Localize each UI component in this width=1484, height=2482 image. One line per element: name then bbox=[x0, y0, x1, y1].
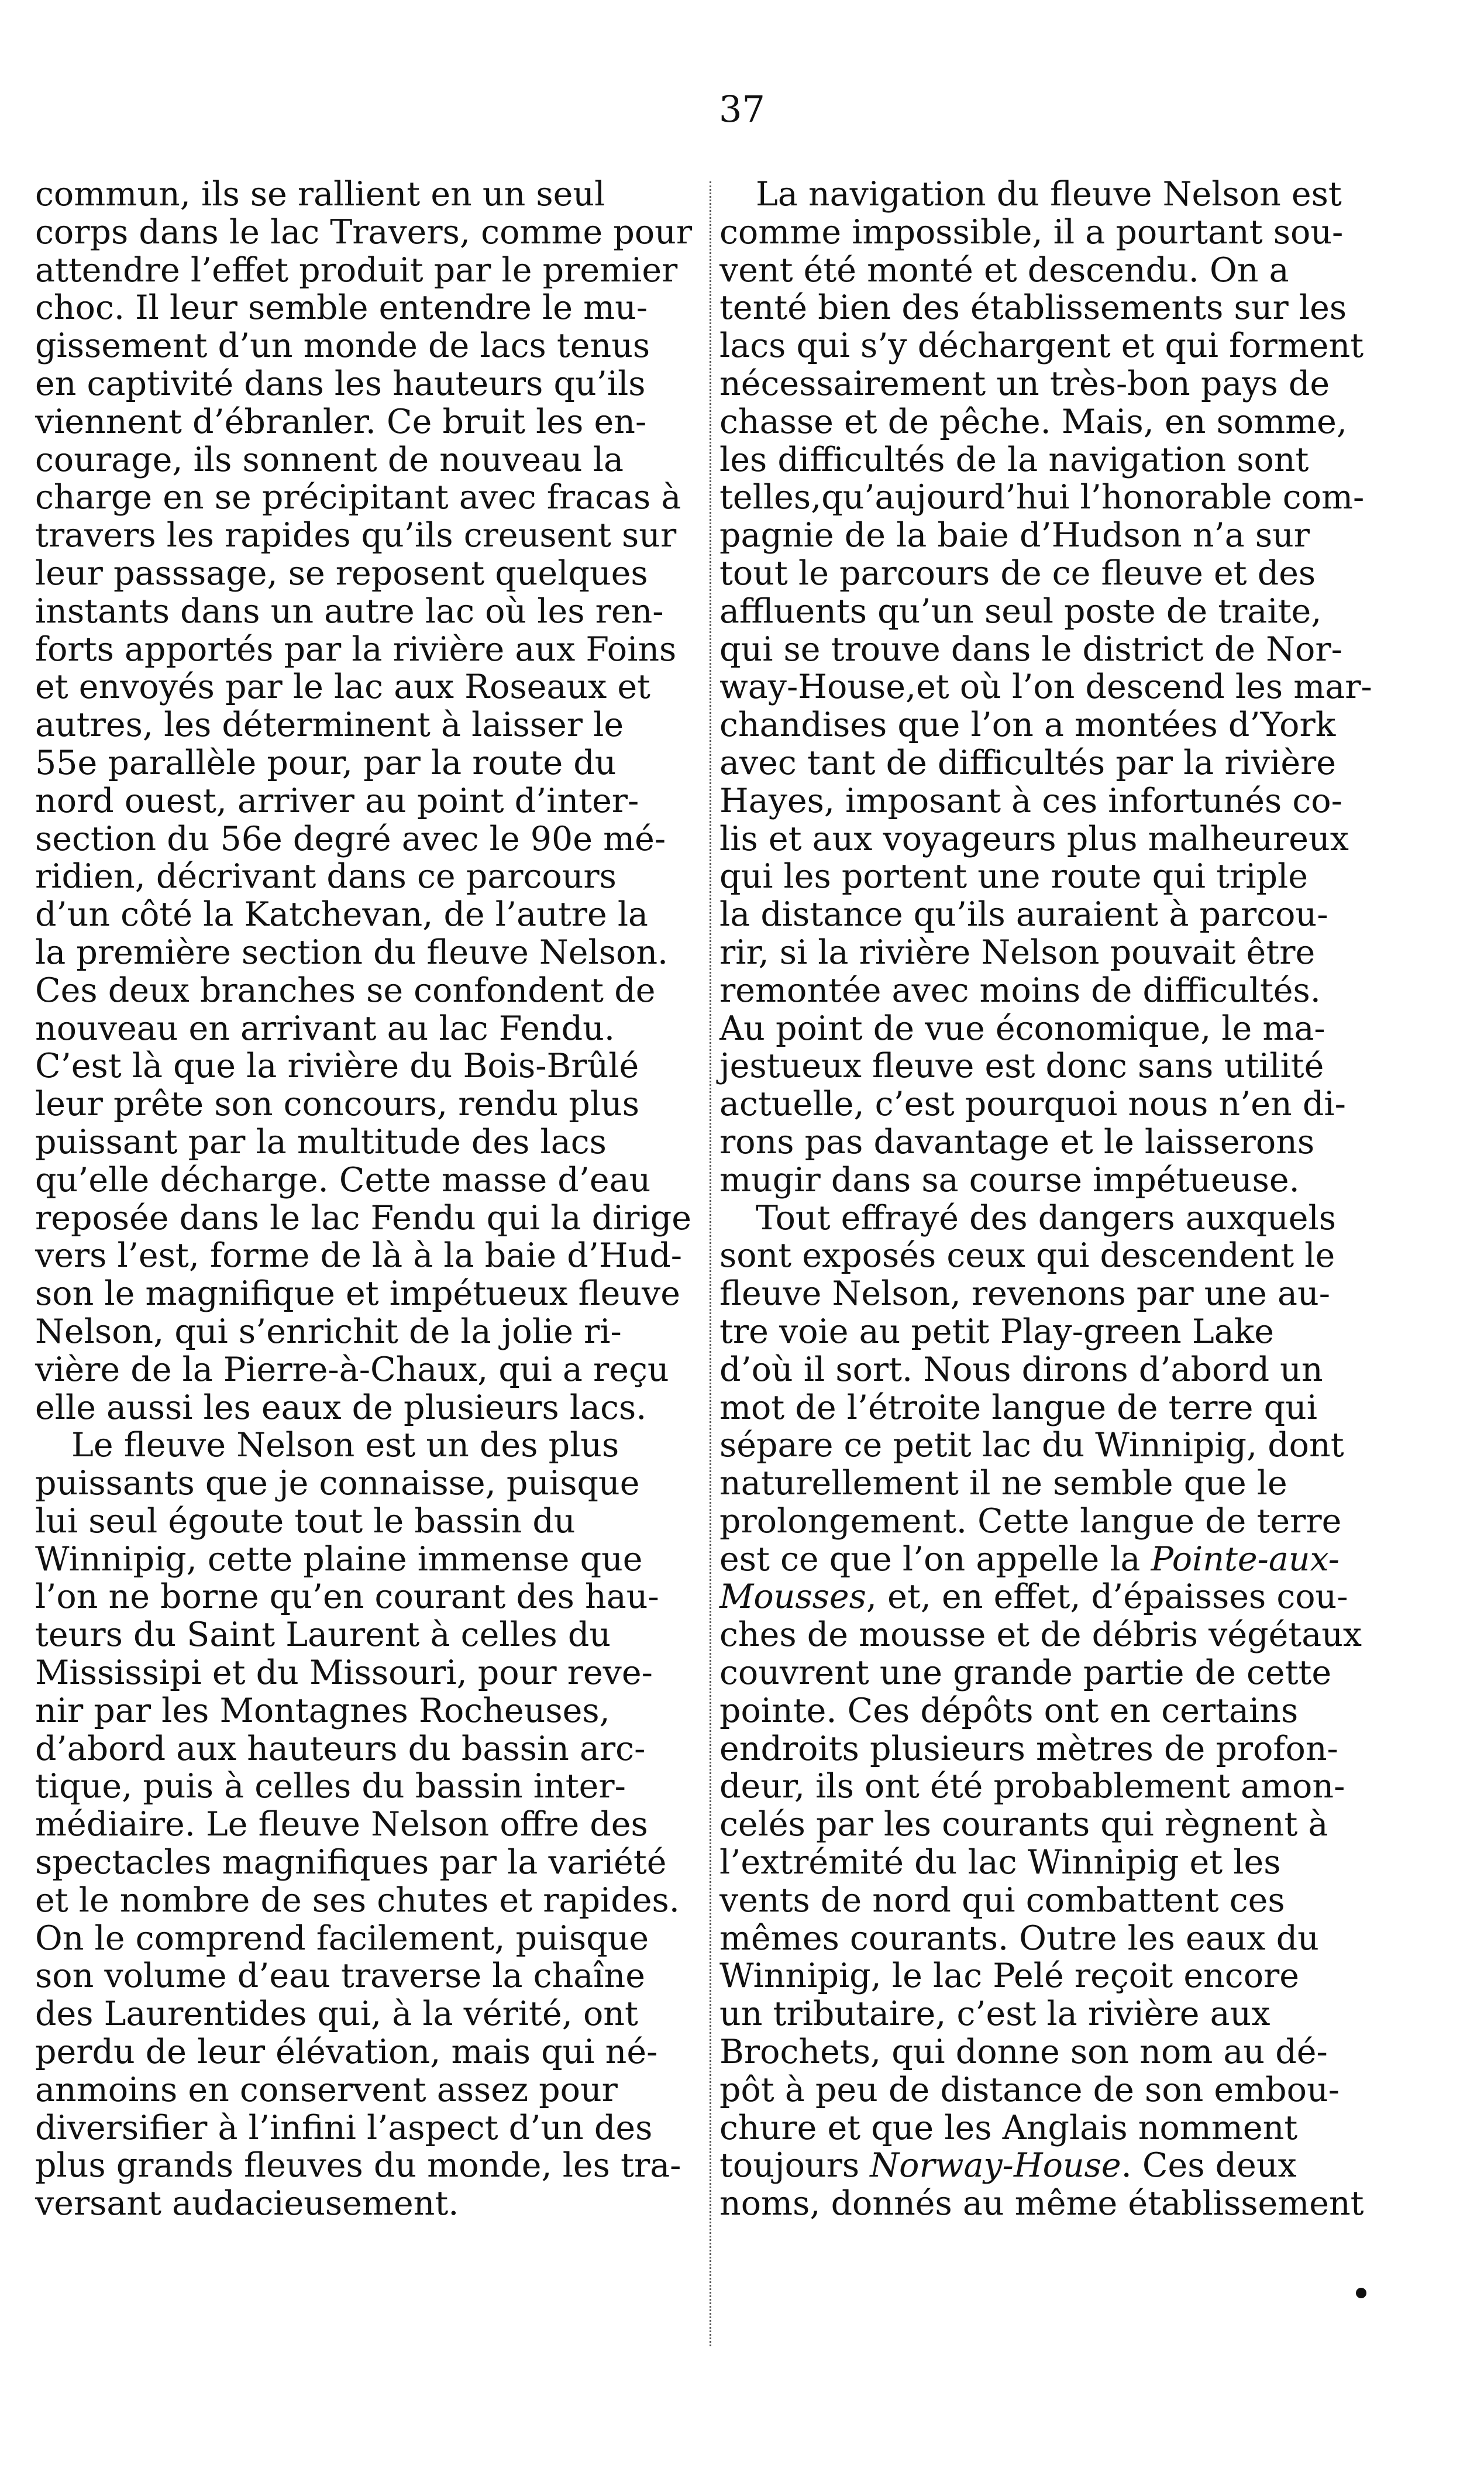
left-paragraph-1: commun, ils se rallient en un seul corps dans le lac Travers, comme pour attendre l’effet produit par le premier choc. Il leur semble entendre le mu- gissement d’un monde de lacs tenus en captivité dans les hauteurs qu’ils viennent d’ébranler. Ce bruit les en- courage, ils sonnent de nouveau la charge en se précipitant avec fracas à travers les rapides qu’ils creusent sur leur passsage, se reposent quelques instants dans un autre lac où les ren- forts apportés par la rivière aux Foins et envoyés par le lac aux Roseaux et autres, les déterminent à laisser le 55e parallèle pour, par la route du nord ouest, arriver au point d’inter- section du 56e degré avec le 90e mé- ridien, décrivant dans ce parcours d’un côté la Katchevan, de l’autre la la première section du fleuve Nelson. Ces deux branches se confondent de nouveau en arrivant au lac Fendu. C’est là que la rivière du Bois-Brûlé leur prête son concours, rendu plus puissant par la multitude des lacs qu’elle décharge. Cette masse d’eau reposée dans le lac Fendu qui la dirige vers l’est, forme de là à la baie d’Hud- son le magnifique et impétueux fleuve Nelson, qui s’enrichit de la jolie ri- vière de la Pierre-à-Chaux, qui a reçu elle aussi les eaux de plusieurs lacs. bbox=[35, 175, 693, 1427]
left-column bbox=[35, 176, 705, 2223]
right-column bbox=[719, 176, 1379, 2223]
right-paragraph-2 bbox=[719, 1199, 1379, 2223]
right-paragraph-2-part-c: . Ces deux noms, donnés au même établissement bbox=[719, 2146, 1364, 2223]
left-paragraph-2: Le fleuve Nelson est un des plus puissants que je connaisse, puisque lui seul égoute tout le bassin du Winnipig, cette plaine immense que l’on ne borne qu’en courant des hau- teurs du Saint Laurent à celles du Mississipi et du Missouri, pour reve- nir par les Montagnes Rocheuses, d’abord aux hauteurs du bassin arc- tique, puis à celles du bassin inter- médiaire. Le fleuve Nelson offre des spectacles magnifiques par la variété et le nombre de ses chutes et rapides. On le comprend facilement, puisque son volume d’eau traverse la chaîne des Laurentides qui, à la vérité, ont perdu de leur élévation, mais qui né- anmoins en conservent assez pour diversifier à l’infini l’aspect d’un des plus grands fleuves du monde, les tra- versant audacieusement. bbox=[35, 1426, 681, 2223]
page-number: 37 bbox=[719, 88, 765, 130]
right-paragraph-2-part-b: , et, en effet, d’épaisses cou- ches de mousse et de débris végétaux couvrent une grande partie de cette pointe. Ces dépôts ont en certains endroits plusieurs mètres de profon- deur, ils ont été probablement amon- celés par les courants qui règnent à l’extrémité du lac Winnipig et les vents de nord qui combattent ces mêmes courants. Outre les eaux du Winnipig, le lac Pelé reçoit encore un tributaire, c’est la rivière aux Brochets, qui donne son nom au dé- pôt à peu de distance de son embou- chure et que les Anglais nomment toujours bbox=[719, 1577, 1362, 2185]
right-paragraph-2-part-a: Tout effrayé des dangers auxquels sont exposés ceux qui descendent le fleuve Nelson, revenons par une au- tre voie au petit Play-green Lake d’où il sort. Nous dirons d’abord un mot de l’étroite langue de terre qui sépare ce petit lac du Winnipig, dont naturellement il ne semble que le prolongement. Cette langue de terre est ce que l’on appelle la bbox=[719, 1198, 1344, 1579]
place-name-pointe-aux-mousses: Pointe-aux- Mousses bbox=[719, 1539, 1340, 1617]
place-name-norway-house: Norway-House bbox=[870, 2146, 1121, 2185]
right-paragraph-1: La navigation du fleuve Nelson est comme impossible, il a pourtant sou- vent été monté et descendu. On a tenté bien des établissements sur les lacs qui s’y déchargent et qui forment nécessairement un très-bon pays de chasse et de pêche. Mais, en somme, les difficultés de la navigation sont telles,qu’aujourd’hui l’honorable com- pagnie de la baie d’Hudson n’a sur tout le parcours de ce fleuve et des affluents qu’un seul poste de traite, qui se trouve dans le district de Nor- way-House,et où l’on descend les mar- chandises que l’on a montées d’York avec tant de difficultés par la rivière Hayes, imposant à ces infortunés co- lis et aux voyageurs plus malheureux qui les portent une route qui triple la distance qu’ils auraient à parcou- rir, si la rivière Nelson pouvait être remontée avec moins de difficultés. Au point de vue économique, le ma- jestueux fleuve est donc sans utilité actuelle, c’est pourquoi nous n’en di- rons pas davantage et le laisserons mugir dans sa course impétueuse. bbox=[719, 175, 1372, 1199]
column-divider bbox=[710, 181, 711, 2346]
printer-dot-mark bbox=[1356, 2288, 1366, 2298]
